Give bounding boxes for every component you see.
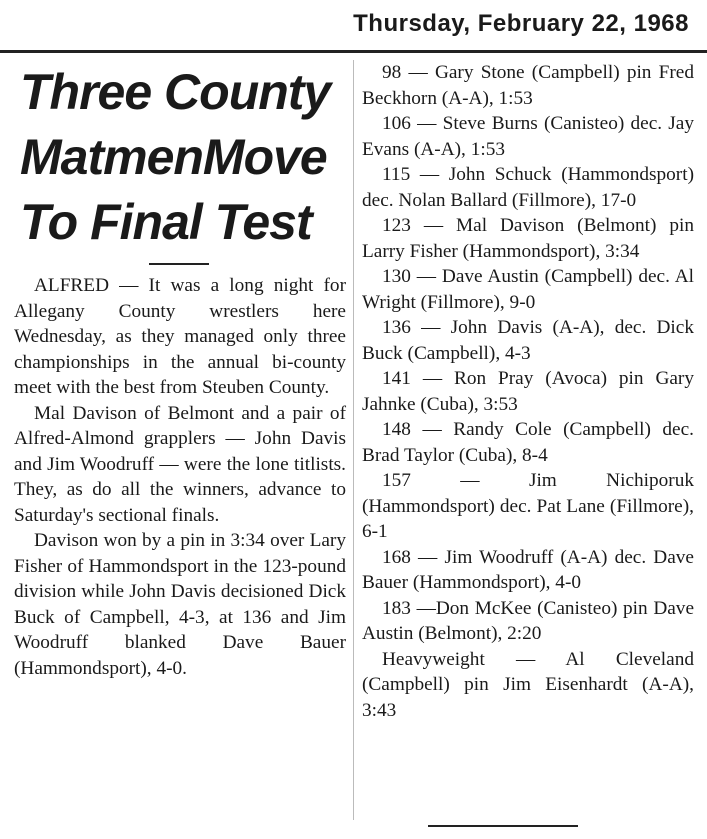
headline-line: Three County — [20, 64, 331, 120]
result-item: 130 — Dave Austin (Campbell) dec. Al Wright (Fillmore), 9-0 — [362, 266, 694, 313]
headline-line: MatmenMove — [20, 129, 327, 185]
result-item: 168 — Jim Woodruff (A-A) dec. Dave Bauer (Hammondsport), 4-0 — [362, 546, 694, 593]
article-paragraph: Davison won by a pin in 3:34 over Lary Fisher of Hammondsport in the 123-pound division while John Davis decisioned Dick Buck of Campbell, 4-3, at 136 and Jim Woodruff blanked Dave Bauer (Hammondsport), 4-0. — [14, 530, 346, 679]
result-item: 123 — Mal Davison (Belmont) pin Larry Fisher (Hammondsport), 3:34 — [362, 215, 694, 262]
left-column — [14, 60, 346, 681]
column-divider — [353, 60, 354, 820]
result-item: 136 — John Davis (A-A), dec. Dick Buck (Campbell), 4-3 — [362, 317, 694, 364]
bottom-rule — [428, 825, 578, 827]
result-item: 115 — John Schuck (Hammondsport) dec. Nolan Ballard (Fillmore), 17-0 — [362, 164, 694, 211]
result-item: 183 —Don McKee (Canisteo) pin Dave Austin (Belmont), 2:20 — [362, 597, 694, 644]
result-item: 141 — Ron Pray (Avoca) pin Gary Jahnke (Cuba), 3:53 — [362, 368, 694, 415]
result-item: Heavyweight — Al Cleveland (Campbell) pin Jim Eisenhardt (A-A), 3:43 — [362, 648, 694, 721]
article-paragraph: ALFRED — It was a long night for Allegany County wrestlers here Wednesday, as they managed only three championships in the annual bi-county meet with the best from Steuben County. — [14, 275, 346, 398]
headline-line: To Final Test — [20, 194, 312, 250]
result-item: 148 — Randy Cole (Campbell) dec. Brad Taylor (Cuba), 8-4 — [362, 419, 694, 466]
result-item: 157 — Jim Nichiporuk (Hammondsport) dec. Pat Lane (Fillmore), 6-1 — [362, 470, 694, 542]
article-paragraph: Mal Davison of Belmont and a pair of Alfred-Almond grapplers — John Davis and Jim Woodruff — were the lone titlists. They, as do all the winners, advance to Saturday's sectional finals. — [14, 402, 346, 526]
result-item: 98 — Gary Stone (Campbell) pin Fred Beckhorn (A-A), 1:53 — [362, 62, 694, 109]
top-rule — [0, 50, 707, 53]
result-item: 106 — Steve Burns (Canisteo) dec. Jay Evans (A-A), 1:53 — [362, 113, 694, 160]
results-column — [362, 60, 694, 723]
dateline: Thursday, February 22, 1968 — [353, 10, 689, 37]
headline — [14, 60, 346, 255]
headline-rule — [149, 263, 209, 265]
